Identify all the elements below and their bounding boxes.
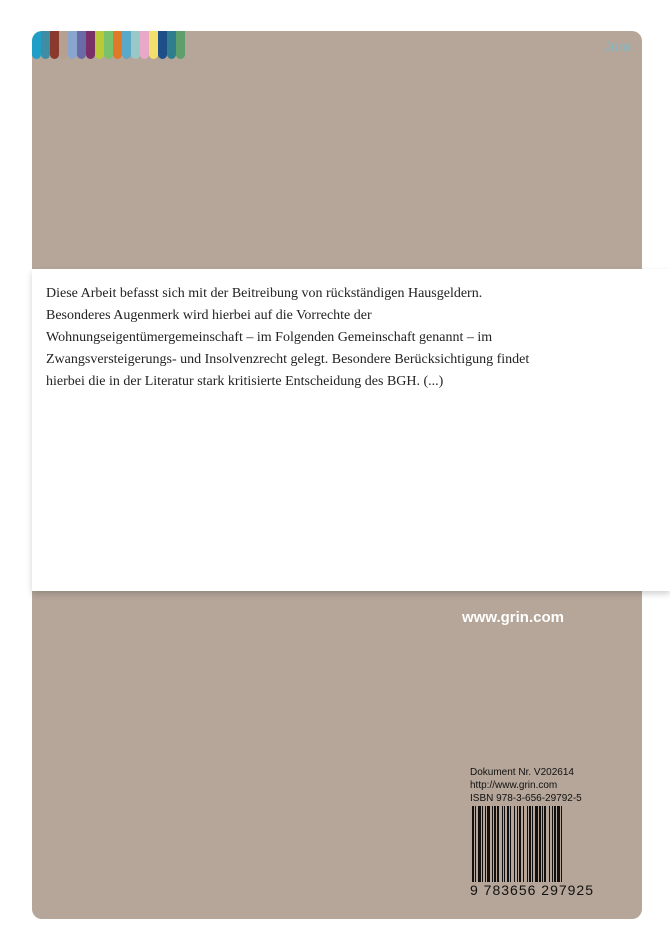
isbn-info [470, 766, 630, 805]
color-stripe [95, 31, 104, 59]
barcode-bar [510, 806, 511, 890]
color-stripe [32, 31, 41, 59]
barcode-bar [502, 806, 503, 890]
barcode-bar [527, 806, 528, 890]
color-stripe [113, 31, 122, 59]
color-stripe [77, 31, 86, 59]
publisher-website: www.grin.com [462, 609, 564, 626]
barcode-bar [478, 806, 481, 890]
color-stripe [68, 31, 77, 59]
color-stripe [86, 31, 95, 59]
barcode-bar [485, 806, 486, 890]
barcode-bar [542, 806, 543, 890]
barcode [470, 806, 630, 908]
barcode-bar [497, 806, 499, 890]
barcode-bar [561, 806, 562, 890]
color-stripe [131, 31, 140, 59]
barcode-bar [549, 806, 550, 890]
color-stripe [140, 31, 149, 59]
color-stripe [104, 31, 113, 59]
color-stripe [167, 31, 176, 59]
isbn-number: ISBN 978-3-656-29792-5 [470, 793, 582, 804]
color-stripe [122, 31, 131, 59]
color-stripe-bar [32, 31, 185, 59]
barcode-bar [514, 806, 515, 890]
color-stripe [59, 31, 68, 59]
barcode-bar [487, 806, 490, 890]
barcode-bar [507, 806, 509, 890]
color-stripe [158, 31, 167, 59]
barcode-bar [544, 806, 546, 890]
barcode-bar [482, 806, 483, 890]
publisher-url: http://www.grin.com [470, 780, 558, 791]
barcode-bar [472, 806, 474, 890]
document-number: Dokument Nr. V202614 [470, 767, 574, 778]
color-stripe [176, 31, 185, 59]
barcode-bar [517, 806, 518, 890]
barcode-bar [523, 806, 524, 890]
barcode-bar [535, 806, 538, 890]
barcode-bar [519, 806, 521, 890]
barcode-bar [552, 806, 553, 890]
barcode-bar [532, 806, 533, 890]
abstract-text: Diese Arbeit befasst sich mit der Beitreibung von rückständigen Hausgeldern. Besonderes Augenmerk wird hierbei auf die Vorrechte der Wohnungseigentümergemeinschaft – im Folgenden Gemeinschaft genannt – im Zwangsversteigerungs- und Insolvenzrecht gelegt. Besondere Berücksichtigung findet hierbei die in der Literatur stark kritisierte Entscheidung des BGH. (...) [46, 286, 530, 389]
category-label: Jura [604, 39, 630, 54]
barcode-digits: 9 783656 297925 [470, 882, 630, 898]
barcode-bar [539, 806, 541, 890]
barcode-bar [554, 806, 556, 890]
barcode-bar [492, 806, 493, 890]
barcode-bar [504, 806, 505, 890]
color-stripe [149, 31, 158, 59]
abstract-panel [32, 269, 670, 591]
barcode-bar [557, 806, 560, 890]
barcode-bars [470, 806, 630, 890]
barcode-bar [529, 806, 531, 890]
barcode-bar [494, 806, 496, 890]
color-stripe [50, 31, 59, 59]
barcode-bar [475, 806, 476, 890]
color-stripe [41, 31, 50, 59]
